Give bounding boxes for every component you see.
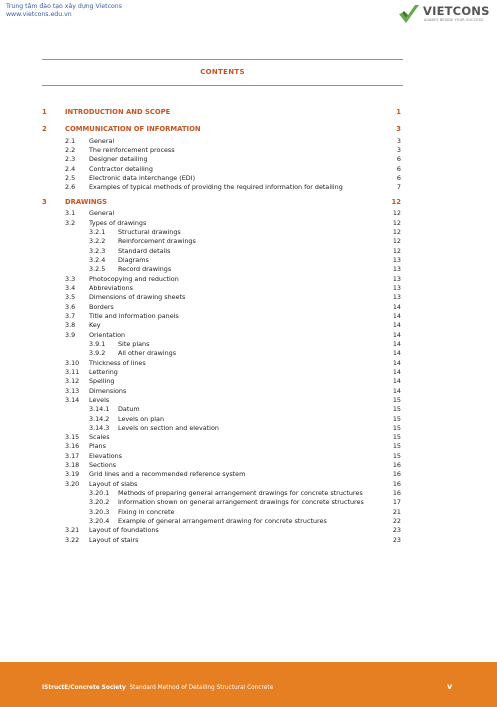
header-center-name: Trung tâm đào tạo xây dựng Vietcons	[6, 3, 122, 10]
toc-label: Layout of foundations	[89, 526, 159, 535]
toc-number: 3.2.2	[89, 237, 106, 246]
toc-entry[interactable]	[0, 415, 497, 424]
toc-entry[interactable]	[0, 452, 497, 461]
header-center-info	[6, 3, 122, 19]
toc-page: 14	[392, 386, 401, 395]
toc-label: Plans	[89, 442, 106, 451]
toc-label: Key	[89, 321, 101, 330]
toc-entry[interactable]	[0, 228, 497, 237]
toc-number: 3.14.3	[89, 423, 110, 432]
toc-entry[interactable]	[0, 498, 497, 507]
toc-number: 2.3	[65, 155, 76, 164]
toc-label: Spelling	[89, 377, 115, 386]
toc-entry[interactable]	[0, 284, 497, 293]
toc-number: 3.14.2	[89, 414, 110, 423]
toc-page: 14	[392, 302, 401, 311]
toc-label: DRAWINGS	[65, 197, 108, 206]
toc-label: Structural drawings	[118, 228, 181, 237]
toc-page: 15	[392, 451, 401, 460]
toc-page: 14	[392, 349, 401, 358]
toc-number: 2.1	[65, 136, 76, 145]
toc-page: 3	[396, 136, 401, 145]
toc-label: Elevations	[89, 451, 123, 460]
toc-entry[interactable]	[0, 433, 497, 442]
toc-number: 3	[42, 197, 47, 206]
toc-entry[interactable]	[0, 321, 497, 330]
toc-number: 3.6	[65, 302, 76, 311]
toc-page: 6	[396, 173, 401, 182]
toc-page: 16	[392, 470, 401, 479]
toc-entry[interactable]	[0, 275, 497, 284]
toc-label: Title and information panels	[89, 311, 179, 320]
toc-label: Layout of slabs	[89, 479, 138, 488]
toc-entry[interactable]	[0, 247, 497, 256]
toc-label: Site plans	[118, 339, 150, 348]
toc-entry[interactable]	[0, 508, 497, 517]
toc-chapter[interactable]	[0, 198, 497, 207]
top-divider	[42, 59, 403, 60]
toc-label: Grid lines and a recommended reference system	[89, 470, 246, 479]
toc-number: 1	[42, 108, 47, 116]
toc-number: 3.17	[65, 451, 80, 460]
toc-number: 3.11	[65, 367, 80, 376]
toc-entry[interactable]	[0, 312, 497, 321]
toc-page: 15	[392, 442, 401, 451]
toc-label: Types of drawings	[89, 218, 147, 227]
toc-entry[interactable]	[0, 470, 497, 479]
toc-label: Contractor detailing	[89, 164, 153, 173]
toc-page: 13	[392, 284, 401, 292]
toc-entry[interactable]	[0, 405, 497, 414]
toc-entry[interactable]	[0, 368, 497, 377]
toc-page: 15	[392, 405, 401, 414]
toc-entry[interactable]	[0, 517, 497, 526]
toc-label: All other drawings	[118, 349, 177, 358]
toc-entry[interactable]	[0, 377, 497, 386]
toc-label: The reinforcement process	[89, 145, 175, 154]
toc-entry[interactable]	[0, 461, 497, 470]
toc-number: 2.4	[65, 164, 76, 173]
toc-number: 3.20.3	[89, 507, 110, 516]
toc-entry[interactable]	[0, 442, 497, 451]
toc-label: Designer detailing	[89, 155, 148, 164]
toc-number: 3.16	[65, 442, 80, 451]
toc-page: 14	[392, 321, 401, 330]
toc-number: 3.4	[65, 284, 76, 292]
contents-divider	[42, 85, 403, 86]
footer-text	[42, 685, 273, 691]
toc-label: Sections	[89, 461, 117, 470]
toc-entry[interactable]	[0, 265, 497, 274]
toc-entry[interactable]	[0, 526, 497, 535]
toc-label: General	[89, 209, 115, 218]
toc-number: 3.3	[65, 274, 76, 283]
toc-page: 14	[392, 358, 401, 367]
toc-number: 3.20.1	[89, 489, 110, 497]
toc-number: 2.2	[65, 145, 76, 154]
toc-page: 12	[392, 218, 401, 227]
toc-entry[interactable]	[0, 331, 497, 340]
toc-number: 2.6	[65, 183, 76, 192]
toc-number: 3.9.2	[89, 349, 106, 358]
toc-number: 3.2.1	[89, 228, 106, 237]
toc-page: 13	[392, 274, 401, 283]
toc-label: Electronic data interchange (EDI)	[89, 173, 196, 182]
toc-number: 3.10	[65, 358, 80, 367]
toc-page: 6	[396, 164, 401, 173]
toc-number: 3.15	[65, 433, 80, 442]
toc-page: 3	[396, 145, 401, 154]
toc-label: Dimensions of drawing sheets	[89, 293, 186, 302]
toc-page: 13	[392, 265, 401, 274]
toc-label: Levels on plan	[118, 414, 165, 423]
toc-number: 3.1	[65, 209, 76, 218]
toc-number: 3.7	[65, 311, 76, 320]
toc-label: Borders	[89, 302, 114, 311]
toc-entry[interactable]	[0, 303, 497, 312]
toc-page: 14	[392, 311, 401, 320]
toc-entry[interactable]	[0, 256, 497, 265]
toc-entry[interactable]	[0, 183, 497, 192]
toc-number: 3.13	[65, 386, 80, 395]
toc-page: 23	[392, 526, 401, 535]
toc-entry[interactable]	[0, 359, 497, 368]
toc-number: 2	[42, 125, 47, 133]
toc-page: 15	[392, 433, 401, 442]
toc-page: 12	[392, 237, 401, 246]
toc-page: 12	[392, 209, 401, 218]
toc-number: 3.9.1	[89, 339, 106, 348]
checkmark-logo-icon	[397, 2, 421, 26]
toc-page: 21	[392, 507, 401, 516]
toc-number: 3.2.5	[89, 265, 106, 274]
toc-page: 16	[392, 489, 401, 497]
toc-label: COMMUNICATION OF INFORMATION	[65, 125, 201, 133]
toc-chapter[interactable]	[0, 125, 497, 134]
toc-entry[interactable]	[0, 536, 497, 545]
toc-label: Levels	[89, 395, 110, 404]
toc-page: 1	[396, 108, 401, 116]
toc-entry[interactable]	[0, 155, 497, 164]
header-website: www.vietcons.edu.vn	[6, 11, 72, 18]
toc-label: Levels on section and elevation	[118, 423, 219, 432]
footer-org: IStructE/Concrete Society	[42, 685, 126, 691]
toc-entry[interactable]	[0, 219, 497, 228]
toc-entry[interactable]	[0, 146, 497, 155]
toc-entry[interactable]	[0, 349, 497, 358]
toc-label: Methods of preparing general arrangement drawings for concrete structures	[118, 489, 363, 497]
toc-page: 13	[392, 293, 401, 302]
toc-number: 3.19	[65, 470, 80, 479]
toc-entry[interactable]	[0, 293, 497, 302]
toc-entry[interactable]	[0, 137, 497, 146]
toc-label: Reinforcement drawings	[118, 237, 196, 246]
toc-number: 3.5	[65, 293, 76, 302]
toc-number: 3.14	[65, 395, 80, 404]
toc-entry[interactable]	[0, 237, 497, 246]
toc-page: 17	[392, 498, 401, 507]
toc-label: Information shown on general arrangement drawings for concrete structures	[118, 498, 364, 507]
page-footer	[0, 662, 497, 707]
toc-entry[interactable]	[0, 489, 497, 498]
toc-page: 14	[392, 367, 401, 376]
toc-number: 3.2.4	[89, 256, 106, 264]
toc-page: 12	[392, 246, 401, 255]
toc-number: 2.5	[65, 173, 76, 182]
logo-tagline: ALWAYS BESIDE YOUR SUCCESS	[424, 18, 484, 22]
toc-page: 7	[396, 183, 401, 192]
toc-chapter[interactable]	[0, 108, 497, 117]
toc-entry[interactable]	[0, 396, 497, 405]
toc-label: Datum	[118, 405, 140, 414]
toc-label: Record drawings	[118, 265, 172, 274]
toc-page: 15	[392, 423, 401, 432]
toc-entry[interactable]	[0, 209, 497, 218]
toc-label: Photocopying and reduction	[89, 274, 179, 283]
toc-number: 3.2.3	[89, 246, 106, 255]
toc-page: 12	[391, 197, 401, 206]
toc-page: 12	[392, 228, 401, 237]
toc-page: 16	[392, 479, 401, 488]
toc-page: 14	[392, 330, 401, 339]
toc-label: Fixing in concrete	[118, 507, 175, 516]
toc-number: 3.20.2	[89, 498, 110, 507]
toc-label: Example of general arrangement drawing for concrete structures	[118, 517, 327, 525]
toc-label: Examples of typical methods of providing the required information for detailing	[89, 183, 343, 192]
toc-label: Scales	[89, 433, 110, 442]
footer-page-number: v	[447, 682, 453, 691]
toc-number: 3.14.1	[89, 405, 110, 414]
toc-page: 13	[392, 256, 401, 264]
toc-number: 3.18	[65, 461, 80, 470]
toc-number: 3.22	[65, 535, 80, 544]
toc-number: 3.12	[65, 377, 80, 386]
toc-entry[interactable]	[0, 387, 497, 396]
toc-page: 15	[392, 395, 401, 404]
toc-label: Thickness of lines	[89, 358, 146, 367]
toc-label: Dimensions	[89, 386, 127, 395]
toc-label: Orientation	[89, 330, 126, 339]
toc-page: 14	[392, 377, 401, 386]
toc-page: 15	[392, 414, 401, 423]
toc-page: 6	[396, 155, 401, 164]
toc-label: Lettering	[89, 367, 118, 376]
toc-page: 23	[392, 535, 401, 544]
toc-number: 3.8	[65, 321, 76, 330]
toc-entry[interactable]	[0, 165, 497, 174]
toc-entry[interactable]	[0, 424, 497, 433]
toc-number: 3.9	[65, 330, 76, 339]
contents-heading: CONTENTS	[200, 68, 245, 76]
toc-page: 22	[392, 517, 401, 525]
toc-entry[interactable]	[0, 174, 497, 183]
toc-label: Standard details	[118, 246, 171, 255]
toc-number: 3.20	[65, 479, 80, 488]
toc-number: 3.20.4	[89, 517, 110, 525]
toc-entry[interactable]	[0, 340, 497, 349]
toc-number: 3.21	[65, 526, 80, 535]
toc-page: 14	[392, 339, 401, 348]
toc-label: INTRODUCTION AND SCOPE	[65, 108, 171, 116]
toc-label: General	[89, 136, 115, 145]
footer-title: Standard Method of Detailing Structural Concrete	[129, 685, 274, 691]
toc-label: Layout of stairs	[89, 535, 139, 544]
toc-label: Diagrams	[118, 256, 149, 264]
logo-name: VIETCONS	[423, 4, 490, 18]
toc-label: Abbreviations	[89, 284, 133, 292]
toc-entry[interactable]	[0, 480, 497, 489]
toc-number: 3.2	[65, 218, 76, 227]
toc-page: 3	[396, 125, 401, 133]
toc-page: 16	[392, 461, 401, 470]
vietcons-logo	[397, 2, 497, 28]
